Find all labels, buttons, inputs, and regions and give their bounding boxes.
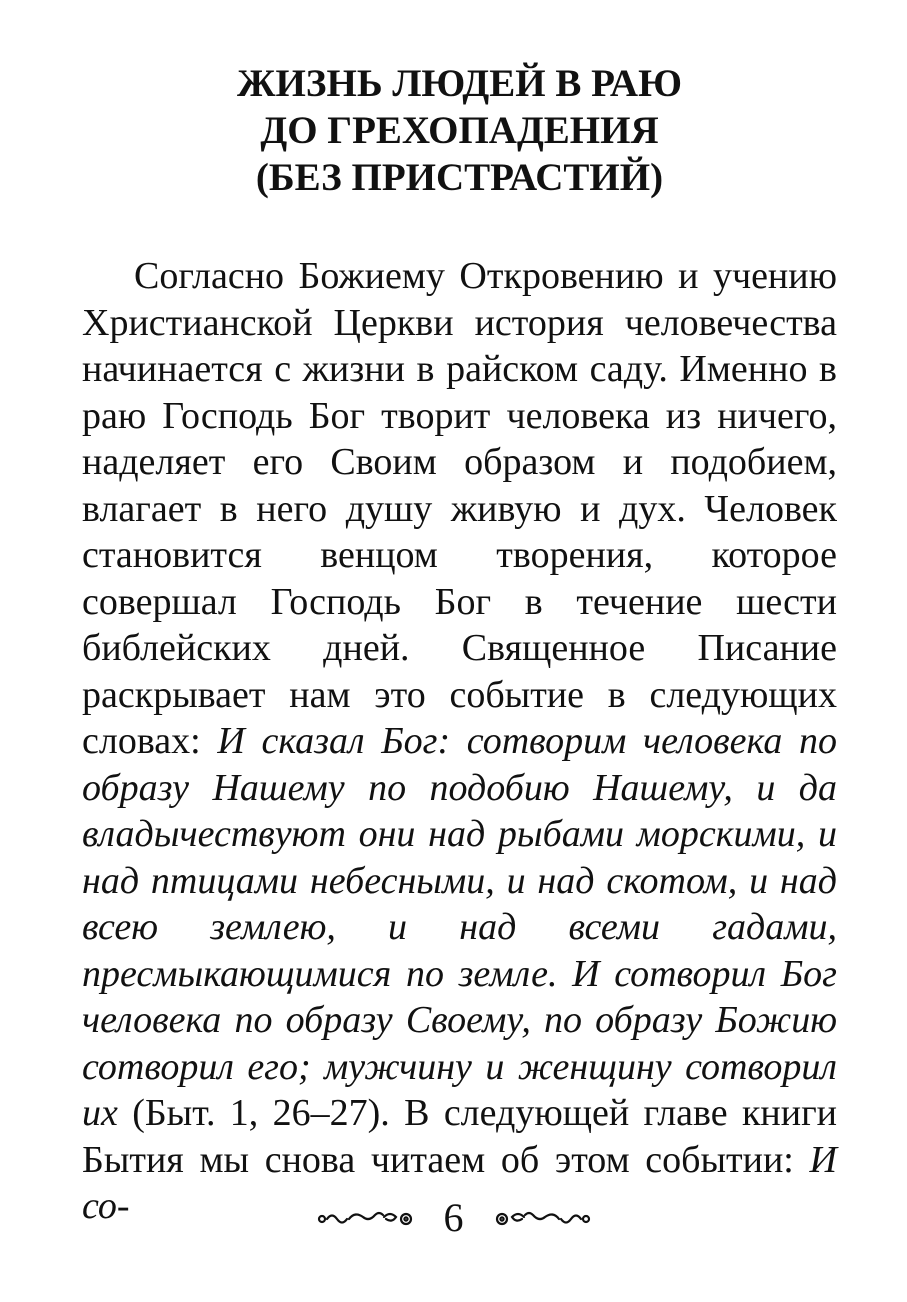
scripture-quote-1: И сказал Бог: сотворим человека по образу Нашему по подобию Нашему, и да владычествуют они над рыбами морскими, и над птицами небесными, и над скотом, и над всею землею, и над всеми гадами, пресмыкающимися по земле. И сотворил Бог человека по образу Своему, по образу Божию сотворил его; мужчину и женщину сотворил их — [82, 720, 837, 1134]
chapter-title — [82, 60, 837, 201]
title-line-3: (БЕЗ ПРИСТРАСТИЙ) — [255, 156, 664, 199]
body-text-1: Согласно Божиему Откровению и учению Христианской Церкви история человечества начинается с жизни в райском саду. Именно в раю Господь Бог творит человека из ничего, наделяет его Своим образом и подобием, влагает в него душу живую и дух. Человек становится венцом творения, которое совершал Господь Бог в течение шести библейских дней. Священное Писание раскрывает нам это событие в следующих словах: — [82, 255, 837, 762]
body-text-2: (Быт. 1, 26–27). В следующей главе книги Бытия мы снова читаем об этом событии: — [82, 1092, 837, 1181]
body-paragraph — [82, 253, 837, 1230]
scripture-quote-2: И со- — [82, 1138, 837, 1227]
right-ornament-icon — [484, 1207, 594, 1229]
page-number: 6 — [443, 1195, 464, 1240]
title-line-1: ЖИЗНЬ ЛЮДЕЙ В РАЮ — [237, 62, 682, 105]
book-page — [82, 60, 837, 1268]
left-ornament-icon — [314, 1207, 424, 1229]
page-footer — [0, 1188, 907, 1248]
title-line-2: ДО ГРЕХОПАДЕНИЯ — [260, 109, 659, 152]
